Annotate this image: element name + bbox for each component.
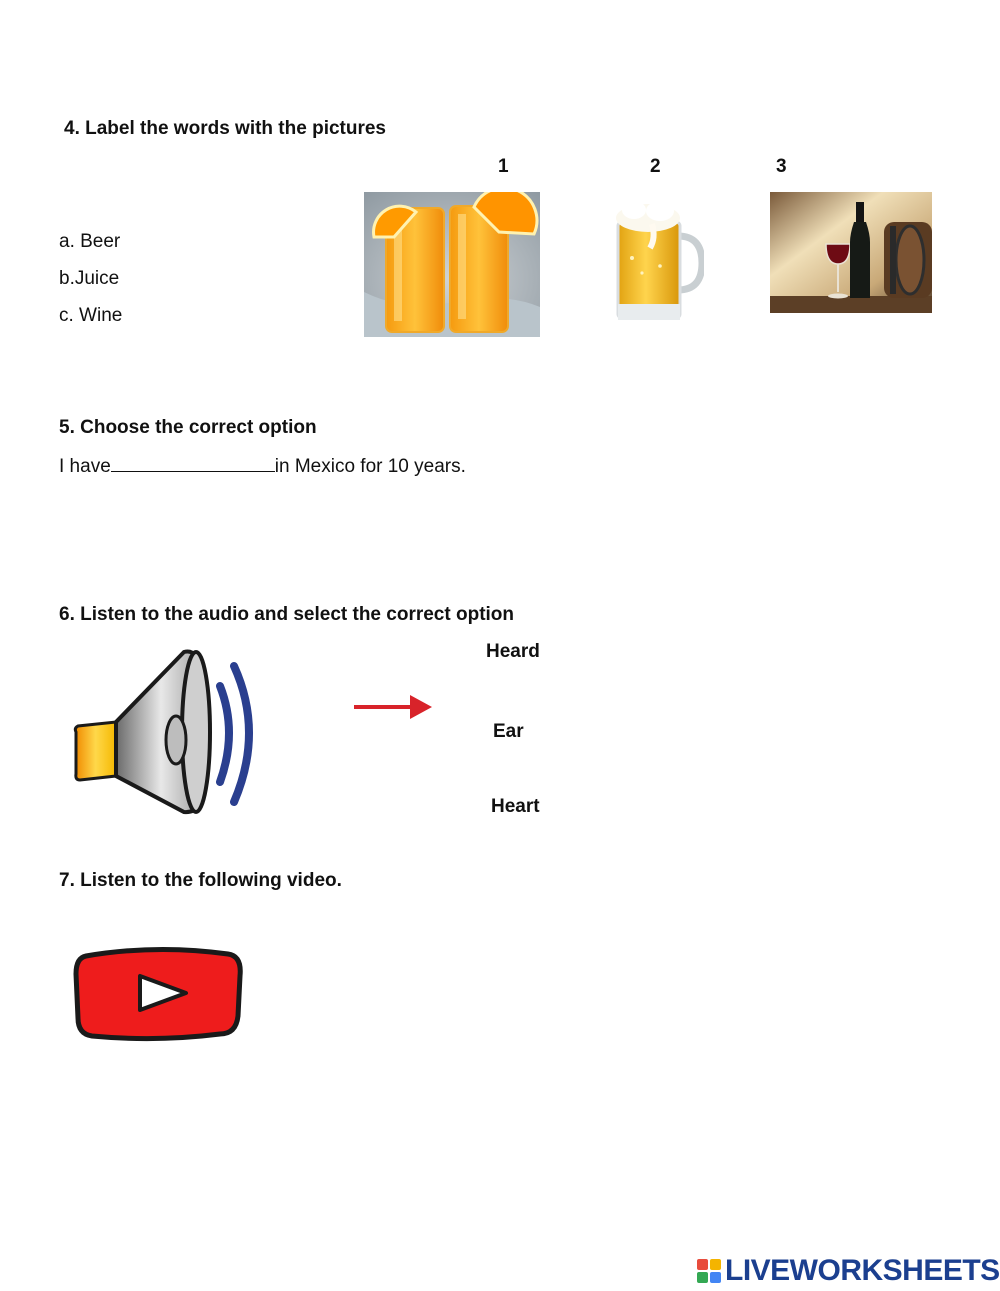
beer-mug-image[interactable] — [612, 198, 704, 324]
liveworksheets-logo — [696, 1254, 1000, 1288]
wine-bottle-image[interactable] — [770, 192, 932, 313]
word-juice[interactable]: b.Juice — [59, 268, 120, 289]
question-5-title: 5. Choose the correct option — [59, 417, 317, 438]
sentence-after: in Mexico for 10 years. — [274, 456, 466, 477]
orange-juice-image[interactable] — [364, 192, 540, 337]
question-4-title: 4. Label the words with the pictures — [64, 118, 386, 139]
logo-text: LIVEWORKSHEETS — [725, 1254, 1000, 1287]
speaker-icon[interactable] — [72, 644, 268, 818]
option-heart[interactable]: Heart — [491, 796, 540, 817]
answer-blank[interactable] — [111, 455, 275, 472]
option-ear[interactable]: Ear — [493, 721, 524, 742]
question-7-title: 7. Listen to the following video. — [59, 870, 342, 891]
question-5-sentence — [59, 455, 466, 478]
video-play-icon[interactable] — [72, 946, 244, 1042]
picture-number-2: 2 — [650, 156, 661, 177]
word-beer[interactable]: a. Beer — [59, 231, 121, 252]
red-arrow-icon — [352, 692, 434, 722]
option-heard[interactable]: Heard — [486, 641, 540, 662]
logo-mark-icon — [696, 1258, 722, 1284]
picture-number-1: 1 — [498, 156, 509, 177]
question-6-title: 6. Listen to the audio and select the correct option — [59, 604, 515, 625]
picture-number-3: 3 — [776, 156, 787, 177]
sentence-before: I have — [59, 456, 111, 477]
word-wine[interactable]: c. Wine — [59, 305, 123, 326]
